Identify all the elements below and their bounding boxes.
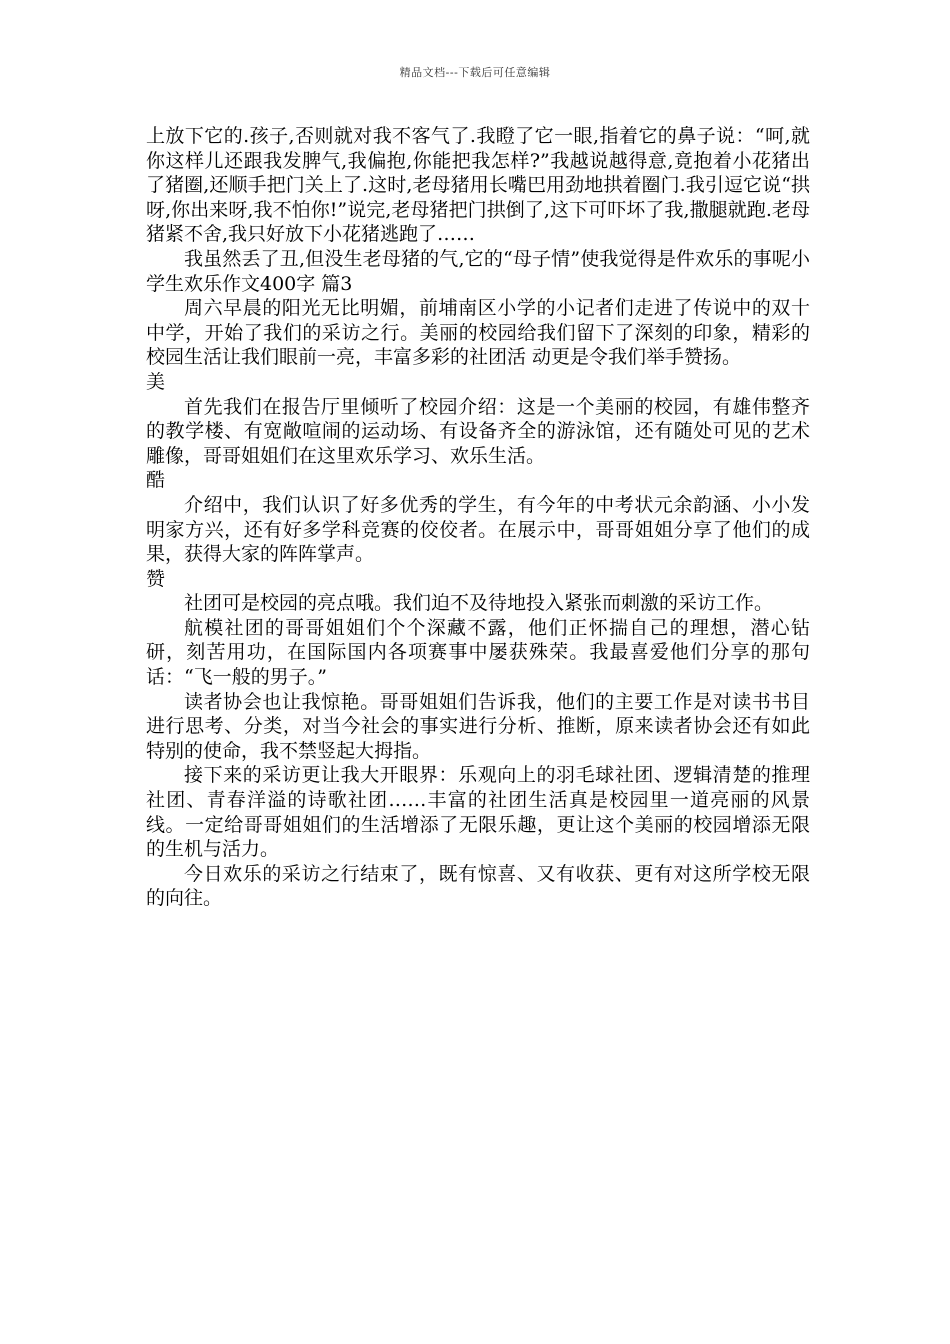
paragraph: 上放下它的.孩子,否则就对我不客气了.我瞪了它一眼,指着它的鼻子说：“呵,就你这样儿还跟我发脾气,我偏抱,你能把我怎样?”我越说越得意,竟抱着小花猪出了猪圈,还顺手把门关上了.这时,老母猪用长嘴巴用劲地拱着圈门.我引逗它说“拱呀,你出来呀,我不怕你!”说完,老母猪把门拱倒了,这下可吓坏了我,撒腿就跑.老母猪紧不舍,我只好放下小花猪逃跑了……: [146, 125, 810, 246]
paragraph: 周六早晨的阳光无比明媚，前埔南区小学的小记者们走进了传说中的双十中学，开始了我们的采访之行。美丽的校园给我们留下了深刻的印象，精彩的校园生活让我们眼前一亮，丰富多彩的社团活 动更是令我们举手赞扬。: [146, 297, 810, 369]
section-heading: 赞: [146, 567, 166, 590]
paragraph: 航模社团的哥哥姐姐们个个深藏不露，他们正怀揣自己的理想，潜心钻研，刻苦用功，在国际国内各项赛事中屡获殊荣。我最喜爱他们分享的那句话：“飞一般的男子。”: [146, 616, 810, 689]
section-heading: 美: [146, 370, 166, 393]
section-heading: 酷: [146, 469, 166, 492]
paragraph: 首先我们在报告厅里倾听了校园介绍：这是一个美丽的校园，有雄伟整齐的教学楼、有宽敞喧闹的运动场、有设备齐全的游泳馆，还有随处可见的艺术雕像，哥哥姐姐们在这里欢乐学习、欢乐生活。: [146, 395, 810, 467]
page-header: 精品文档---下载后可任意编辑: [399, 66, 551, 79]
paragraph: 介绍中，我们认识了好多优秀的学生，有今年的中考状元余韵涵、小小发明家方兴，还有好多学科竞赛的佼佼者。在展示中，哥哥姐姐分享了他们的成果，获得大家的阵阵掌声。: [146, 493, 810, 566]
paragraph: 社团可是校园的亮点哦。我们迫不及待地投入紧张而刺激的采访工作。: [184, 592, 774, 615]
paragraph: 读者协会也让我惊艳。哥哥姐姐们告诉我，他们的主要工作是对读书书目进行思考、分类，对当今社会的事实进行分析、推断，原来读者协会还有如此特别的使命，我不禁竖起大拇指。: [146, 690, 810, 762]
paragraph: 我虽然丢了丑,但没生老母猪的气,它的“母子情”使我觉得是件欢乐的事呢小学生欢乐作文400字 篇3: [146, 247, 810, 295]
paragraph: 今日欢乐的采访之行结束了，既有惊喜、又有收获、更有对这所学校无限的向往。: [146, 862, 810, 910]
article-body: [146, 124, 810, 911]
paragraph: 接下来的采访更让我大开眼界：乐观向上的羽毛球社团、逻辑清楚的推理社团、青春洋溢的诗歌社团……丰富的社团生活真是校园里一道亮丽的风景线。一定给哥哥姐姐们的生活增添了无限乐趣，更让这个美丽的校园增添无限的生机与活力。: [146, 764, 810, 861]
